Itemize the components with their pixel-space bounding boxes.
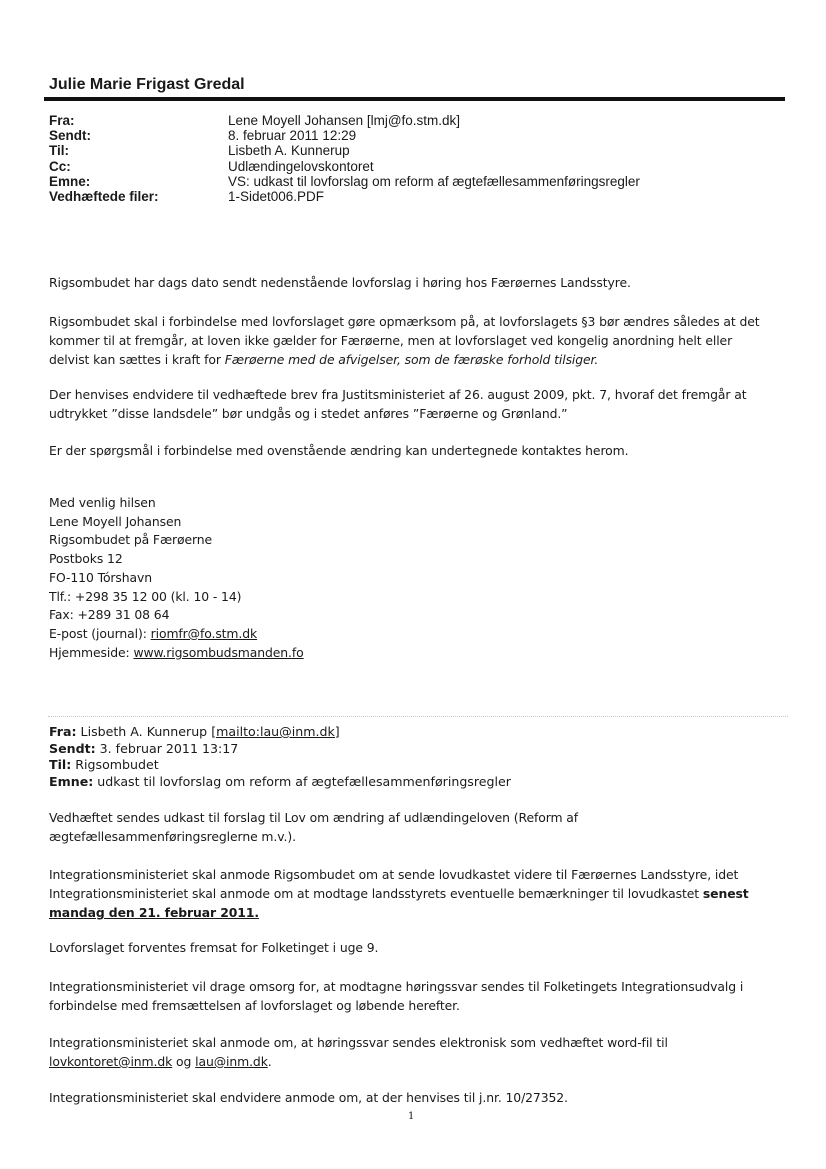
forwarded-key: Emne: [49, 773, 94, 789]
forwarded-value: 3. februar 2011 13:17 [95, 740, 239, 756]
mailto-link[interactable]: [mailto:lau@inm.dk] [211, 724, 340, 739]
text-span: og [172, 1054, 196, 1069]
email-link[interactable]: riomfr@fo.stm.dk [150, 625, 258, 641]
paragraph-line: Der henvises endvidere til vedhæftede brev fra Justitsministeriet af 26. august 2009, pkt. 7, hvoraf det fremgår at [49, 387, 747, 402]
forwarded-subject-row [49, 774, 511, 791]
paragraph [49, 1033, 789, 1071]
forwarded-header [49, 724, 511, 790]
attachment-filename[interactable]: 1-Sidet006.PDF [228, 189, 325, 205]
paragraph-line: Rigsombudet har dags dato sendt nedenstående lovforslag i høring hos Færøernes Landsstyre. [49, 275, 631, 290]
header-value: Udlændingelovskontoret [228, 158, 374, 174]
signature-office: Rigsombudet på Færøerne [49, 532, 213, 548]
email-link[interactable]: lau@inm.dk [195, 1054, 268, 1069]
header-value: Lene Moyell Johansen [lmj@fo.stm.dk] [228, 113, 461, 128]
paragraph-line [49, 1052, 789, 1071]
paragraph-line: Lovforslaget forventes fremsat for Folketinget i uge 9. [49, 940, 379, 955]
paragraph-line: forbindelse med fremsættelsen af lovforslaget og løbende herefter. [49, 998, 460, 1013]
signature-web-line [49, 644, 789, 663]
forwarded-from-row [49, 724, 511, 741]
paragraph-line [49, 350, 789, 369]
forwarded-key: Til: [49, 757, 72, 772]
signature-fax: Fax: +289 31 08 64 [49, 607, 170, 623]
separator-dotted-line [48, 716, 788, 717]
signature-phone: Tlf.: +298 35 12 00 (kl. 10 - 14) [49, 588, 242, 604]
forwarded-value: Lisbeth A. Kunnerup [76, 724, 212, 739]
signature-block [49, 494, 789, 662]
paragraph-line [49, 884, 789, 903]
email-label: E-post (journal): [49, 625, 151, 641]
forwarded-to-row [49, 757, 511, 774]
header-value: Lisbeth A. Kunnerup [228, 143, 350, 159]
website-link[interactable]: www.rigsombudsmanden.fo [133, 644, 304, 660]
text-span: . [267, 1054, 272, 1069]
paragraph [49, 312, 789, 369]
web-label: Hjemmeside: [49, 644, 134, 660]
paragraph-line: Integrationsministeriet skal endvidere anmode om, at der henvises til j.nr. 10/27352. [49, 1090, 568, 1105]
header-key: Emne: [49, 173, 91, 189]
forwarded-value: Rigsombudet [71, 757, 159, 772]
email-header [49, 113, 640, 204]
paragraph-line: Integrationsministeriet skal anmode om, at høringssvar sendes elektronisk som vedhæftet word-fil til [49, 1035, 668, 1050]
header-rule [44, 97, 785, 101]
paragraph [49, 1088, 789, 1107]
header-key: Til: [49, 143, 69, 159]
mailbox-owner-name: Julie Marie Frigast Gredal [49, 76, 245, 93]
paragraph [49, 273, 789, 292]
page-number: 1 [408, 1111, 415, 1122]
paragraph [49, 808, 789, 846]
paragraph-line: Integrationsministeriet skal anmode Rigsombudet om at sende lovudkastet videre til Færøernes Landsstyre, idet [49, 867, 739, 882]
paragraph-line: udtrykket ”disse landsdele” bør undgås og i stedet anføres ”Færøerne og Grønland.” [49, 406, 568, 421]
header-sent-row [49, 128, 640, 143]
signature-box: Postboks 12 [49, 551, 123, 567]
forwarded-key: Fra: [49, 724, 77, 739]
paragraph-line [49, 903, 789, 922]
text-span: Integrationsministeriet skal anmode om at modtage landsstyrets eventuelle bemærkninger til lovudkastet [49, 886, 703, 901]
paragraph-line: Er der spørgsmål i forbindelse med ovenstående ændring kan undertegnede kontaktes herom. [49, 443, 629, 458]
forwarded-value: udkast til lovforslag om reform af ægtefællesammenføringsregler [93, 773, 511, 789]
deadline-date: mandag den 21. februar 2011. [49, 905, 259, 920]
bold-text: senest [702, 886, 749, 901]
signature-name: Lene Moyell Johansen [49, 513, 182, 529]
header-key: Fra: [49, 113, 75, 128]
paragraph [49, 938, 789, 957]
header-key: Sendt: [49, 128, 91, 144]
header-value: 8. februar 2011 12:29 [228, 128, 357, 144]
paragraph [49, 977, 789, 1015]
paragraph-line: Rigsombudet skal i forbindelse med lovforslaget gøre opmærksom på, at lovforslagets §3 bør ændres således at det [49, 314, 760, 329]
forwarded-sent-row [49, 741, 511, 758]
paragraph [49, 385, 789, 423]
header-to-row [49, 143, 640, 158]
header-subject-row [49, 174, 640, 189]
forwarded-key: Sendt: [49, 740, 96, 756]
paragraph-line: Integrationsministeriet vil drage omsorg for, at modtagne høringssvar sendes til Folketingets Integrationsudvalg i [49, 979, 744, 994]
signature-greeting: Med venlig hilsen [49, 495, 156, 510]
email-link[interactable]: lovkontoret@inm.dk [49, 1054, 173, 1069]
paragraph-line: ægtefællesammenføringsreglerne m.v.). [49, 829, 296, 844]
header-from-row [49, 113, 640, 128]
header-key: Cc: [49, 158, 71, 174]
text-span: delvist kan sættes i kraft for [49, 352, 225, 367]
paragraph [49, 441, 789, 460]
signature-city: FO-110 Tórshavn [49, 569, 153, 585]
header-value: VS: udkast til lovforslag om reform af ægtefællesammenføringsregler [228, 173, 640, 189]
italic-text: Færøerne med de afvigelser, som de færøske forhold tilsiger. [224, 352, 599, 367]
signature-email-line [49, 625, 789, 644]
paragraph [49, 865, 789, 922]
header-cc-row [49, 159, 640, 174]
header-key: Vedhæftede filer: [49, 189, 159, 205]
paragraph-line: Vedhæftet sendes udkast til forslag til Lov om ændring af udlændingeloven (Reform af [49, 810, 579, 825]
paragraph-line: kommer til at fremgår, at loven ikke gælder for Færøerne, men at lovforslaget ved kongelig anordning helt eller [49, 333, 733, 348]
header-attachments-row [49, 189, 640, 204]
